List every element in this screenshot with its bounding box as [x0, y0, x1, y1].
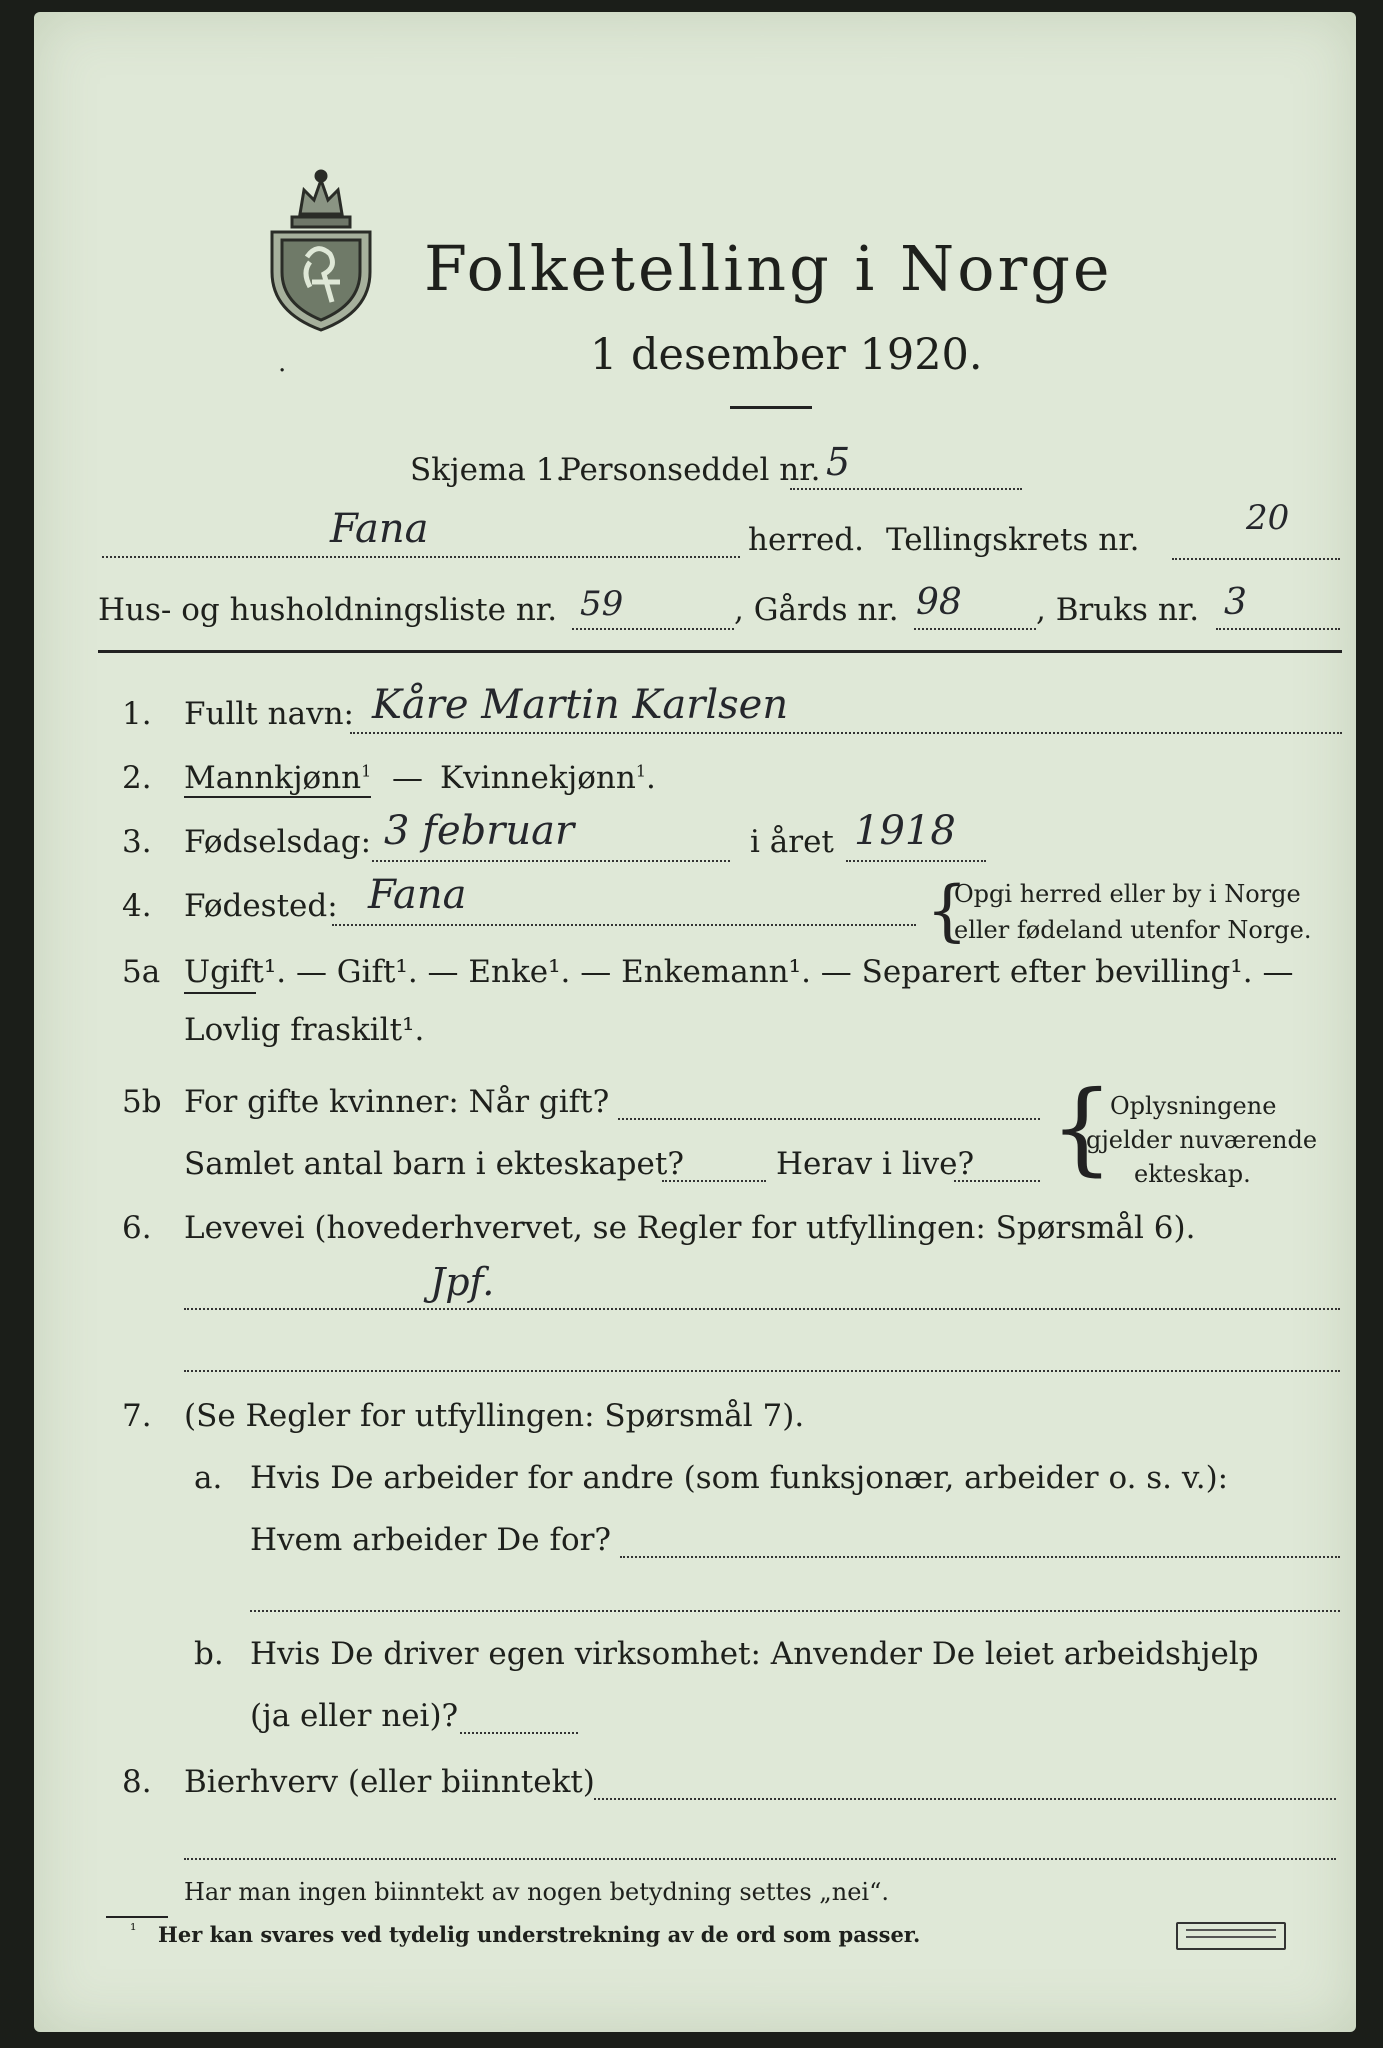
q1-number: 1.	[122, 696, 152, 732]
q5a-number: 5a	[122, 954, 161, 990]
q3-line	[372, 860, 730, 862]
q5b-number: 5b	[122, 1084, 162, 1120]
married-when-line[interactable]	[618, 1118, 1040, 1120]
q7b-line-1: Hvis De driver egen virksomhet: Anvender De leiet arbeidshjelp	[250, 1636, 1259, 1672]
q5b-note-2: gjelder nuværende	[1086, 1126, 1318, 1154]
skjema-label: Skjema 1.	[410, 452, 566, 488]
ugift-underline	[184, 992, 256, 994]
q4-line	[332, 924, 916, 926]
q7b-line-2: (ja eller nei)?	[250, 1698, 459, 1734]
personseddel-value[interactable]: 5	[826, 440, 851, 484]
herred-line	[102, 556, 740, 558]
q7-label: (Se Regler for utfyllingen: Spørsmål 7).	[184, 1398, 805, 1434]
tellingskrets-line	[1172, 558, 1340, 560]
q3-number: 3.	[122, 824, 152, 860]
personseddel-line	[790, 488, 1022, 490]
q5b-alive-label: Herav i live?	[776, 1146, 975, 1182]
title-divider	[730, 406, 812, 409]
q8-number: 8.	[122, 1764, 152, 1800]
herred-label: herred.	[748, 522, 864, 558]
header-divider	[98, 650, 1342, 653]
gards-label: , Gårds nr.	[734, 592, 899, 628]
birth-year-value[interactable]: 1918	[854, 808, 956, 854]
q6-label: Levevei (hovederhvervet, se Regler for utfyllingen: Spørsmål 6).	[184, 1210, 1196, 1246]
form-title: Folketelling i Norge	[424, 232, 1113, 305]
q7a-line-1: Hvis De arbeider for andre (som funksjonær, arbeider o. s. v.):	[250, 1460, 1229, 1496]
tellingskrets-label: Tellingskrets nr.	[886, 522, 1140, 558]
footer-note: Har man ingen biinntekt av nogen betydning settes „nei“.	[184, 1878, 889, 1906]
birthplace-value[interactable]: Fana	[368, 872, 467, 918]
marital-status-options-2[interactable]: Lovlig fraskilt¹.	[184, 1012, 425, 1048]
q5b-note-3: ekteskap.	[1134, 1160, 1251, 1188]
q7-number: 7.	[122, 1398, 152, 1434]
form-date: 1 desember 1920.	[590, 330, 983, 380]
year-line	[846, 860, 986, 862]
printer-stamp	[1176, 1922, 1286, 1950]
coat-of-arms-emblem	[262, 162, 380, 332]
hus-value[interactable]: 59	[580, 584, 624, 624]
q6-number: 6.	[122, 1210, 152, 1246]
tellingskrets-value[interactable]: 20	[1246, 498, 1290, 538]
gards-line	[914, 628, 1036, 630]
full-name-value[interactable]: Kåre Martin Karlsen	[372, 682, 789, 728]
side-income-line[interactable]	[594, 1798, 1336, 1800]
q1-label: Fullt navn:	[184, 696, 354, 732]
children-alive-line[interactable]	[954, 1180, 1040, 1182]
employer-line[interactable]	[620, 1556, 1340, 1558]
q7a-letter: a.	[194, 1460, 223, 1496]
bruks-value[interactable]: 3	[1224, 582, 1247, 623]
personseddel-label: Personseddel nr.	[560, 452, 821, 488]
q4-brace: {	[926, 872, 968, 949]
herred-value[interactable]: Fana	[330, 506, 429, 552]
q6-line-2	[184, 1370, 1340, 1372]
gender-separator: —	[392, 760, 423, 796]
birthdate-value[interactable]: 3 februar	[384, 808, 575, 854]
footnote-text: Her kan svares ved tydelig understrekning av de ord som passer.	[158, 1922, 921, 1947]
children-count-line[interactable]	[662, 1180, 766, 1182]
q2-number: 2.	[122, 760, 152, 796]
bruks-label: , Bruks nr.	[1036, 592, 1200, 628]
q7b-letter: b.	[194, 1636, 224, 1672]
female-option[interactable]: Kvinnekjønn$^1$.	[440, 760, 656, 796]
employer-line-2[interactable]	[250, 1610, 1340, 1612]
footnote-mark: ¹	[130, 1920, 137, 1939]
q8-label: Bierhverv (eller biinntekt)	[184, 1764, 595, 1800]
q4-note-2: eller fødeland utenfor Norge.	[954, 916, 1312, 944]
q4-note-1: Opgi herred eller by i Norge	[954, 880, 1301, 908]
census-form-sheet	[34, 12, 1356, 2032]
q7a-line-2: Hvem arbeider De for?	[250, 1522, 612, 1558]
q5b-brace: {	[1050, 1069, 1114, 1186]
bruks-line	[1216, 628, 1340, 630]
hus-label: Hus- og husholdningsliste nr.	[98, 592, 558, 628]
marital-status-options[interactable]: Ugift¹. — Gift¹. — Enke¹. — Enkemann¹. — Separert efter bevilling¹. —	[184, 954, 1294, 990]
q4-label: Fødested:	[184, 888, 338, 924]
dot-mark: .	[278, 348, 287, 378]
hus-line	[572, 628, 734, 630]
occupation-value[interactable]: Jpf.	[430, 1260, 495, 1304]
side-income-line-2[interactable]	[184, 1858, 1336, 1860]
q5b-note-1: Oplysningene	[1110, 1092, 1277, 1120]
male-option[interactable]: Mannkjønn$^1$	[184, 760, 372, 796]
q4-number: 4.	[122, 888, 152, 924]
hired-help-line[interactable]	[460, 1732, 578, 1734]
q6-line-1	[184, 1308, 1340, 1310]
q5b-line-1: For gifte kvinner: Når gift?	[184, 1084, 610, 1120]
q1-line	[350, 732, 1342, 734]
footnote-divider	[106, 1916, 168, 1918]
q5b-children-label: Samlet antal barn i ekteskapet?	[184, 1146, 684, 1182]
year-label: i året	[750, 824, 834, 860]
q3-label: Fødselsdag:	[184, 824, 372, 860]
gards-value[interactable]: 98	[916, 582, 962, 623]
